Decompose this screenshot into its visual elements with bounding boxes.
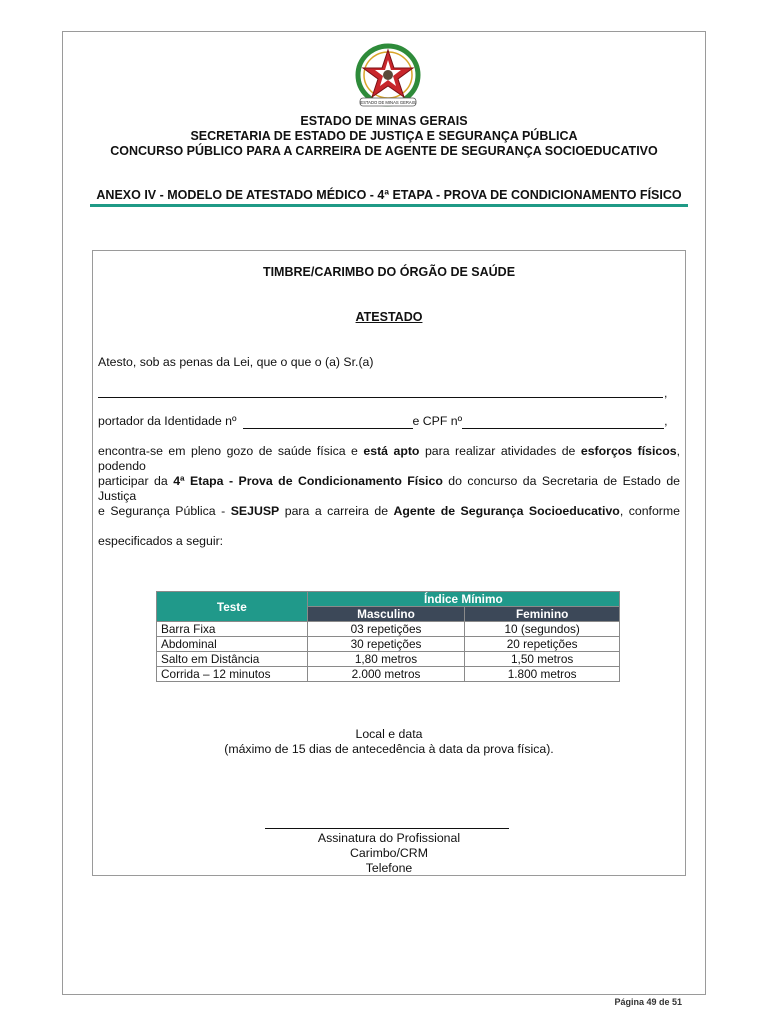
cpf-blank[interactable]: [462, 416, 664, 429]
certificate-title: ATESTADO: [355, 310, 423, 324]
signature-block: [92, 831, 686, 876]
place-date-label: Local e data: [355, 727, 423, 741]
svg-text:ESTADO DE MINAS GERAIS: ESTADO DE MINAS GERAIS: [360, 100, 416, 105]
paragraph-line-1: encontra-se em pleno gozo de saúde física e está apto para realizar atividades de esforços físicos, podendo: [98, 444, 680, 473]
identity-row: [98, 414, 680, 429]
page-number: Página 49 de 51: [614, 997, 682, 1007]
identity-blank[interactable]: [243, 416, 413, 429]
state-name: ESTADO DE MINAS GERAIS: [300, 114, 468, 128]
header-test: Teste: [157, 592, 308, 622]
phone-label: Telefone: [365, 861, 413, 875]
cpf-comma: ,: [664, 414, 668, 428]
table-row: Barra Fixa 03 repetições 10 (segundos): [157, 622, 620, 637]
table-row: Corrida – 12 minutos 2.000 metros 1.800 metros: [157, 667, 620, 682]
paragraph-line-2: participar da 4ª Etapa - Prova de Condicionamento Físico do concurso da Secretaria de Estado de Justiça: [98, 474, 680, 503]
identity-label: portador da Identidade nº: [98, 414, 237, 428]
contest-name: CONCURSO PÚBLICO PARA A CARREIRA DE AGENTE DE SEGURANÇA SOCIOEDUCATIVO: [110, 144, 658, 158]
stamp-crm-label: Carimbo/CRM: [350, 846, 428, 860]
paragraph-line-3: e Segurança Pública - SEJUSP para a carreira de Agente de Segurança Socioeducativo, conforme: [98, 504, 680, 518]
header-female: Feminino: [465, 607, 620, 622]
minimum-index-table: [156, 591, 620, 682]
place-date-note: (máximo de 15 dias de antecedência à data da prova física).: [224, 742, 554, 756]
name-blank-line[interactable]: [98, 397, 663, 398]
signature-line[interactable]: [265, 828, 509, 829]
intro-text: Atesto, sob as penas da Lei, que o que o (a) Sr.(a): [98, 355, 374, 369]
annex-title: ANEXO IV - MODELO DE ATESTADO MÉDICO - 4ª ETAPA - PROVA DE CONDICIONAMENTO FÍSICO: [96, 188, 682, 202]
table-row: Salto em Distância 1,80 metros 1,50 metros: [157, 652, 620, 667]
stamp-title: TIMBRE/CARIMBO DO ÓRGÃO DE SAÚDE: [262, 265, 516, 279]
header-male: Masculino: [307, 607, 465, 622]
secretariat-name: SECRETARIA DE ESTADO DE JUSTIÇA E SEGURANÇA PÚBLICA: [190, 129, 578, 143]
coat-of-arms-seal: [350, 42, 426, 110]
table-row: Abdominal 30 repetições 20 repetições: [157, 637, 620, 652]
place-date-block: [92, 727, 686, 757]
paragraph-line-4: especificados a seguir:: [98, 534, 224, 548]
name-comma: ,: [664, 386, 668, 400]
certificate-box: [92, 250, 686, 876]
cpf-label: e CPF nº: [412, 414, 463, 428]
header-minimum-index: Índice Mínimo: [307, 592, 619, 607]
signature-label: Assinatura do Profissional: [317, 831, 461, 845]
annex-divider: [90, 204, 688, 207]
